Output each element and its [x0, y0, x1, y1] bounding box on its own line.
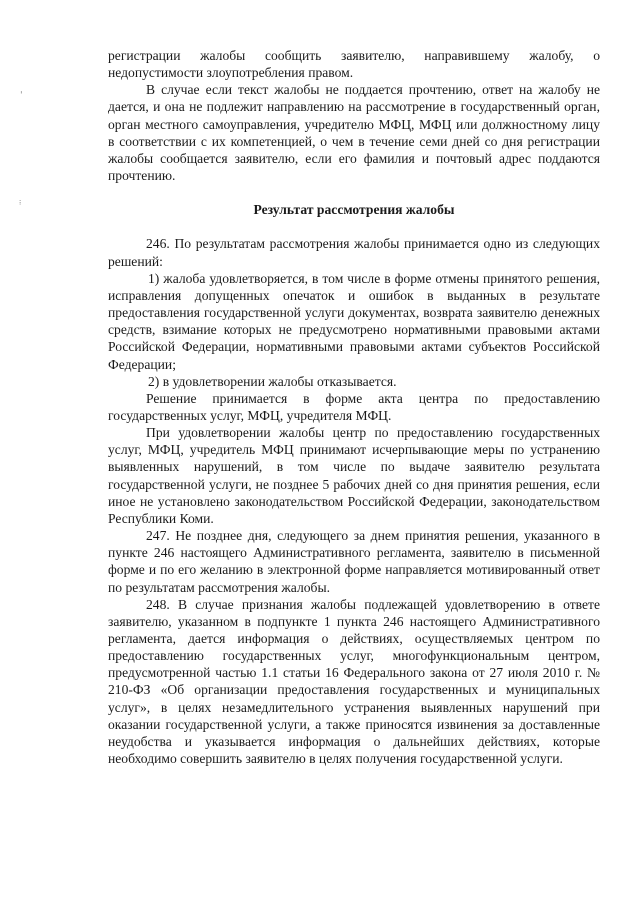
paragraph-continuation: регистрации жалобы сообщить заявителю, направившему жалобу, о недопустимости злоупотребления правом.	[108, 48, 600, 81]
paragraph-unreadable-complaint: В случае если текст жалобы не поддается прочтению, ответ на жалобу не дается, и она не подлежит направлению на рассмотрение в государственный орган, орган местного самоуправления, учредителю МФЦ, МФЦ или должностному лицу в соответствии с их компетенцией, о чем в течение семи дней со дня регистрации жалобы сообщается заявителю, если его фамилия и почтовый адрес поддаются прочтению.	[108, 82, 600, 184]
paragraph-246-item-1: 1) жалоба удовлетворяется, в том числе в форме отмены принятого решения, исправления допущенных опечаток и ошибок в выданных в результате предоставления государственной услуги документах, возврата заявителю денежных средств, взимание которых не предусмотрено нормативными правовыми актами Российской Федерации, нормативными правовыми актами субъектов Российской Федерации;	[108, 270, 600, 372]
scan-artifact-mark: ⁝	[19, 199, 22, 207]
paragraph-246: 246. По результатам рассмотрения жалобы принимается одно из следующих решений:	[108, 236, 600, 269]
paragraph-measures: При удовлетворении жалобы центр по предоставлению государственных услуг, МФЦ, учредитель МФЦ принимают исчерпывающие меры по устранению выявленных нарушений, в том числе по выдаче заявителю результата государственной услуги, не позднее 5 рабочих дней со дня принятия решения, если иное не установлено законодательством Российской Федерации, законодательством Республики Коми.	[108, 425, 600, 526]
paragraph-246-item-2: 2) в удовлетворении жалобы отказывается.	[148, 373, 397, 389]
paragraph-248: 248. В случае признания жалобы подлежащей удовлетворению в ответе заявителю, указанном в подпункте 1 пункта 246 настоящего Административного регламента, дается информация о действиях, осуществляемых центром по предоставлению государственных услуг, многофункциональным центром, предусмотренной частью 1.1 статьи 16 Федерального закона от 27 июля 2010 г. № 210-ФЗ «Об организации предоставления государственных и муниципальных услуг», в целях незамедлительного устранения выявленных нарушений при оказании государственной услуги, а также приносятся извинения за доставленные неудобства и указывается информация о дальнейших действиях, которые необходимо совершить заявителю в целях получения государственной услуги.	[108, 596, 600, 767]
paragraph-decision-form: Решение принимается в форме акта центра по предоставлению государственных услуг, МФЦ, учредителя МФЦ.	[108, 390, 600, 423]
document-body	[108, 47, 600, 767]
paragraph-247: 247. Не позднее дня, следующего за днем принятия решения, указанного в пункте 246 настоящего Административного регламента, заявителю в письменной форме и по его желанию в электронной форме направляется мотивированный ответ по результатам рассмотрения жалобы.	[108, 528, 600, 595]
scan-artifact-mark: ˈ	[20, 91, 23, 101]
section-heading: Результат рассмотрения жалобы	[253, 202, 455, 218]
